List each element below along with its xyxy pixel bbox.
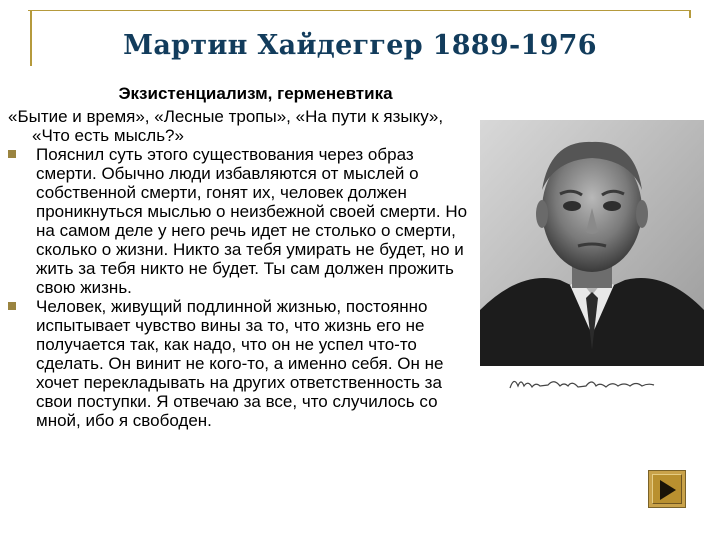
frame-right-tick xyxy=(689,10,691,18)
slide-title: Мартин Хайдеггер 1889-1976 xyxy=(123,30,597,61)
signature xyxy=(508,372,658,394)
frame-top-line xyxy=(28,10,691,11)
bullet-item xyxy=(8,297,473,430)
bullet-text: Человек, живущий подлинной жизнью, постоянно испытывает чувство вины за то, что жизнь его не получается так, как надо, что он не успел что-то сделать. Он винит не кого-то, а именно себя. Он не хочет перекладывать на других ответственность за свои поступки. Я отвечаю за все, что случилось со мной, ибо я свободен. xyxy=(36,297,444,430)
slide-content xyxy=(8,84,473,430)
square-bullet-icon xyxy=(8,150,16,158)
bullet-list xyxy=(8,145,473,430)
portrait-photo xyxy=(480,120,704,366)
square-bullet-icon xyxy=(8,302,16,310)
works-list: «Бытие и время», «Лесные тропы», «На пути к языку», «Что есть мысль?» xyxy=(8,107,444,145)
play-triangle-icon xyxy=(658,479,678,501)
slide-subtitle: Экзистенциализм, герменевтика xyxy=(118,84,393,103)
bullet-item xyxy=(8,145,473,297)
bullet-text: Пояснил суть этого существования через образ смерти. Обычно люди избавляются от мыслей о собственной смерти, гонят их, человек должен проникнуться мыслью о неизбежной своей смерти. Но на самом деле у него речь идет не столько о смерти, сколько о жизни. Никто за тебя умирать не будет, но и жить за тебя никто не будет. Ты сам должен прожить свою жизнь. xyxy=(36,145,468,297)
next-slide-button[interactable] xyxy=(648,470,686,508)
